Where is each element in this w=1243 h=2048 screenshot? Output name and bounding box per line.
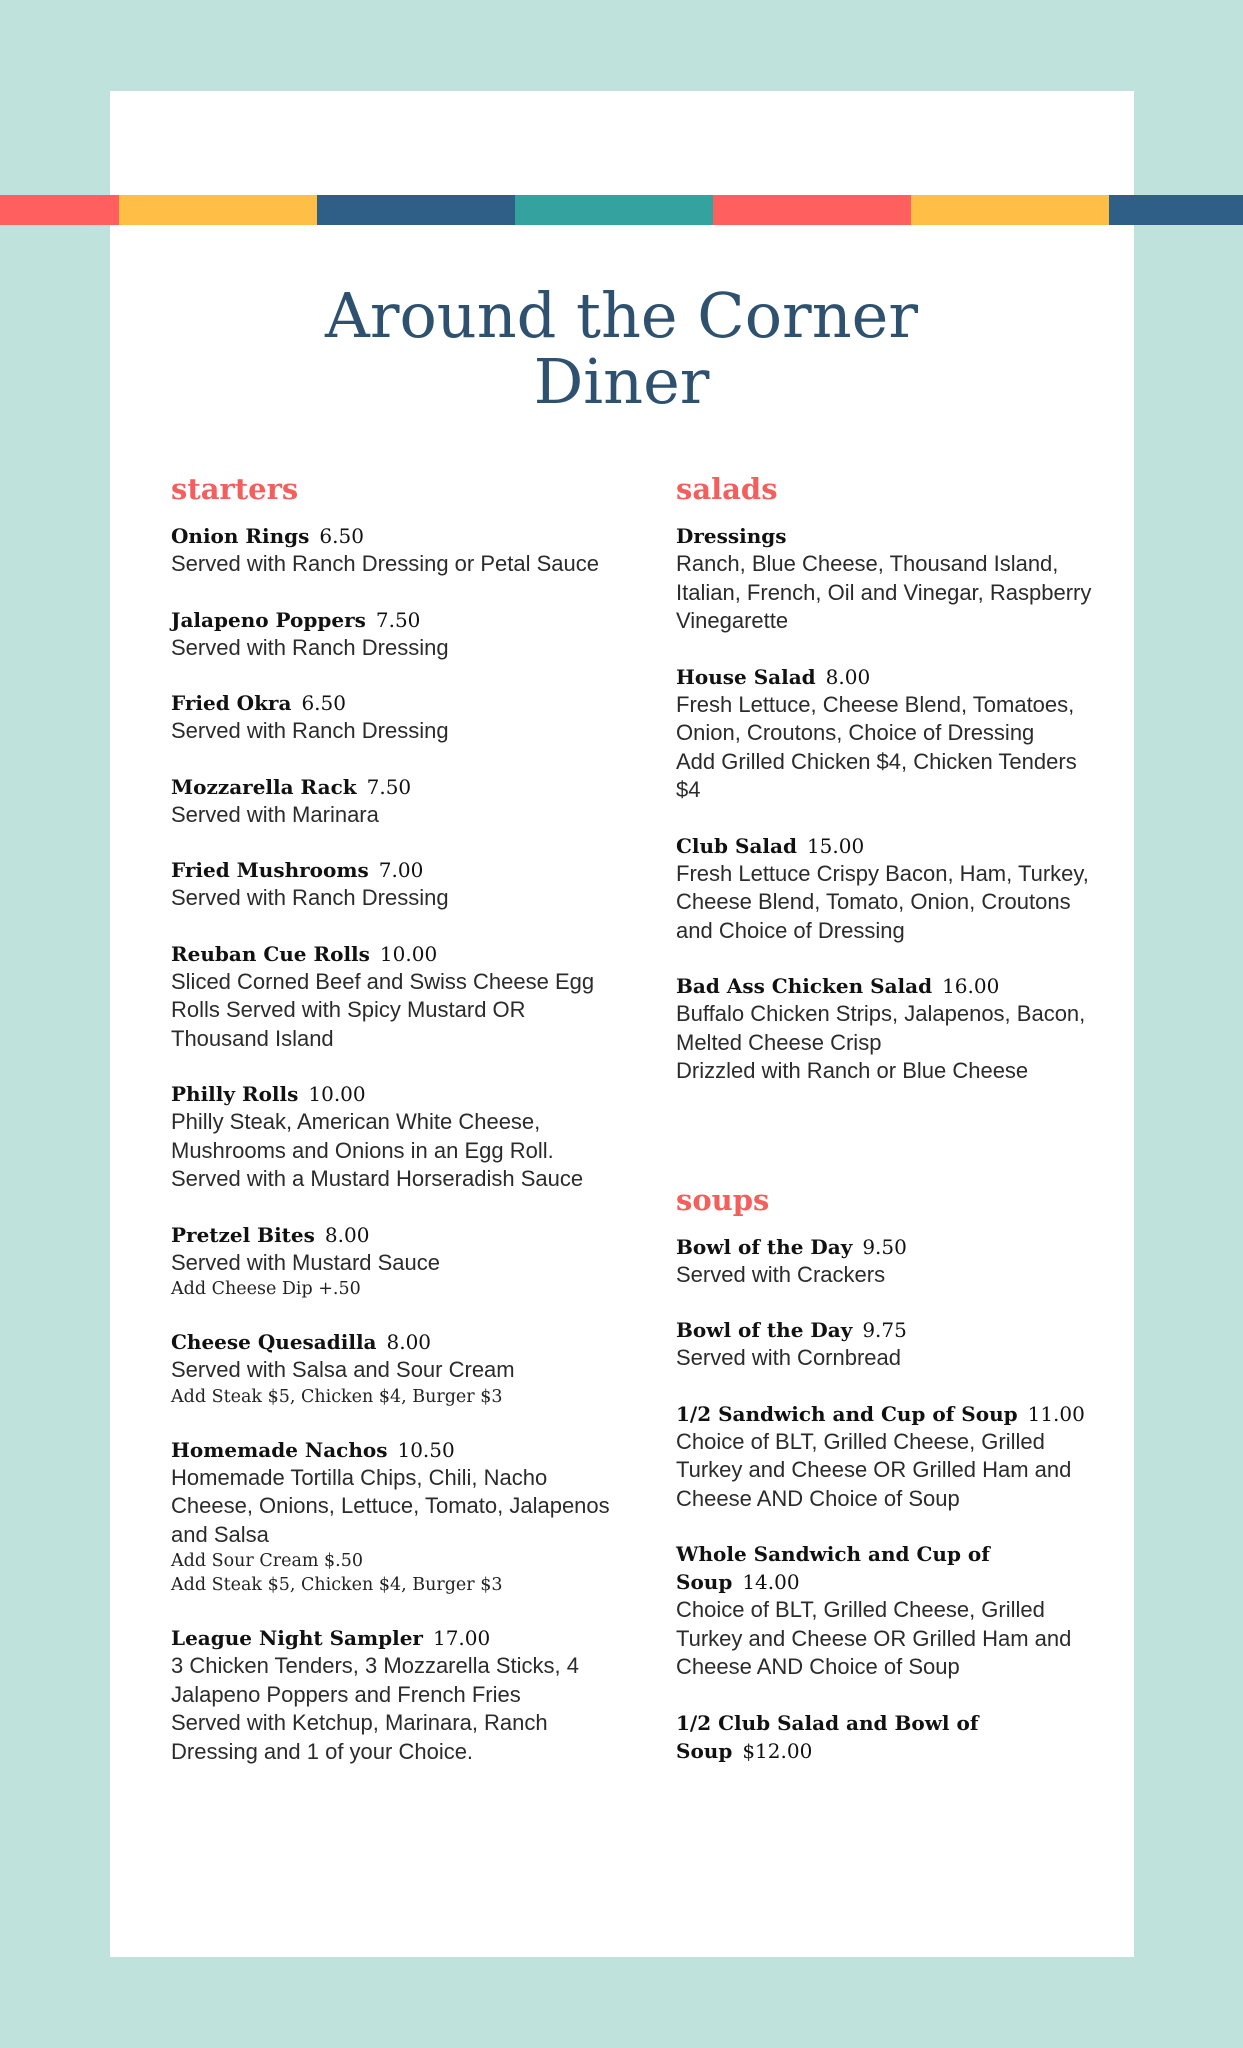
- menu-item-price: 7.00: [378, 858, 424, 882]
- menu-item-description: Choice of BLT, Grilled Cheese, Grilled Turkey and Cheese OR Grilled Ham and Cheese AND Choice of Soup: [676, 1428, 1072, 1511]
- menu-item-name: Bad Ass Chicken Salad: [676, 974, 933, 998]
- menu-item: [676, 1233, 1096, 1290]
- menu-item-description: Served with Ranch Dressing: [171, 718, 449, 743]
- menu-item-description: Served with Crackers: [676, 1261, 886, 1287]
- menu-item: [171, 1328, 611, 1409]
- menu-item-name: Fried Okra: [171, 691, 292, 715]
- menu-item: [676, 972, 1096, 1086]
- menu-item: [171, 1080, 611, 1194]
- menu-item-description: Philly Steak, American White Cheese, Mushrooms and Onions in an Egg Roll. Served with a Mustard Horseradish Sauce: [171, 1109, 584, 1191]
- right-column: [676, 470, 1096, 1792]
- menu-item-name: Homemade Nachos: [171, 1437, 388, 1462]
- menu-item-addon-note: Add Steak $5, Chicken $4, Burger $3: [171, 1386, 503, 1407]
- menu-item-name: House Salad: [676, 664, 816, 689]
- menu-item-header: [171, 1080, 611, 1108]
- menu-item-name: Fried Mushrooms: [171, 858, 369, 882]
- stripe-segment: [1109, 195, 1243, 225]
- menu-item-header: [676, 522, 1096, 550]
- starters-list: [171, 522, 611, 1766]
- menu-item-price: 8.00: [386, 1330, 432, 1354]
- menu-item-description: Served with Ranch Dressing: [171, 634, 449, 660]
- menu-item-description: Buffalo Chicken Strips, Jalapenos, Bacon, Melted Cheese Crisp Drizzled with Ranch or Blue Cheese: [676, 1001, 1086, 1083]
- menu-item: [676, 1540, 1096, 1682]
- menu-item-name: 1/2 Club Salad and Bowl of Soup: [676, 1710, 979, 1763]
- menu-item-header: [171, 773, 611, 801]
- menu-item-price: $12.00: [742, 1738, 813, 1763]
- stripe-segment: [515, 195, 713, 225]
- menu-item-name: Jalapeno Poppers: [171, 607, 366, 632]
- menu-item-header: [676, 663, 1096, 691]
- menu-item-header: [171, 689, 611, 717]
- menu-item-name: Pretzel Bites: [171, 1222, 315, 1247]
- menu-item: [171, 940, 611, 1054]
- menu-item: [676, 1400, 1096, 1514]
- menu-item-header: [171, 606, 611, 634]
- menu-item-header: [676, 972, 1096, 1000]
- menu-item-description: Served with Cornbread: [676, 1345, 902, 1370]
- menu-item-name: Dressings: [676, 524, 787, 548]
- menu-item-header: [171, 522, 611, 550]
- menu-item: [676, 1316, 1096, 1373]
- menu-item-header: [676, 1540, 1096, 1596]
- menu-item-price: 9.50: [862, 1234, 907, 1259]
- stripe-segment: [911, 195, 1109, 225]
- section-heading-soups: soups: [676, 1182, 770, 1217]
- menu-item-header: [676, 1233, 1096, 1261]
- menu-item-description: Served with Ranch Dressing or Petal Sauce: [171, 551, 599, 576]
- menu-item-header: [171, 1624, 611, 1652]
- stripe-segment: [0, 195, 119, 225]
- menu-item-name: Bowl of the Day: [676, 1234, 853, 1259]
- menu-item-name: League Night Sampler: [171, 1626, 423, 1650]
- menu-item-name: Club Salad: [676, 833, 797, 858]
- menu-item: [171, 606, 611, 663]
- menu-item: [676, 832, 1096, 946]
- menu-item-header: [171, 940, 611, 968]
- menu-item-description: Sliced Corned Beef and Swiss Cheese Egg Rolls Served with Spicy Mustard OR Thousand Island: [171, 968, 595, 1051]
- menu-item: [171, 856, 611, 913]
- salads-list: [676, 522, 1096, 1086]
- menu-item-description: Served with Salsa and Sour Cream: [171, 1357, 515, 1382]
- menu-item: [676, 522, 1096, 636]
- menu-item: [676, 663, 1096, 805]
- menu-item: [171, 773, 611, 830]
- menu-item-price: 10.50: [397, 1437, 455, 1462]
- menu-item: [171, 1624, 611, 1766]
- menu-item-name: 1/2 Sandwich and Cup of Soup: [676, 1401, 1018, 1426]
- menu-item-header: [676, 832, 1096, 860]
- menu-item: [171, 1436, 611, 1598]
- color-stripe: [0, 195, 1243, 225]
- menu-item-price: 14.00: [742, 1570, 800, 1594]
- menu-item-header: [171, 856, 611, 884]
- menu-item-description: Served with Marinara: [171, 801, 379, 827]
- stripe-segment: [119, 195, 317, 225]
- menu-item-description: Fresh Lettuce, Cheese Blend, Tomatoes, Onion, Croutons, Choice of Dressing Add Grilled Chicken $4, Chicken Tenders $4: [676, 691, 1077, 802]
- menu-item-description: Fresh Lettuce Crispy Bacon, Ham, Turkey, Cheese Blend, Tomato, Onion, Croutons and Choice of Dressing: [676, 860, 1089, 943]
- menu-item-name: Reuban Cue Rolls: [171, 941, 370, 966]
- section-heading-starters: starters: [171, 472, 299, 506]
- menu-item-header: [171, 1221, 611, 1249]
- menu-item: [171, 689, 611, 746]
- menu-item-price: 8.00: [825, 664, 871, 689]
- menu-item-name: Bowl of the Day: [676, 1318, 853, 1342]
- menu-item: [171, 1221, 611, 1302]
- stripe-segment: [713, 195, 911, 225]
- menu-item-addon-note: Add Cheese Dip +.50: [171, 1279, 361, 1299]
- menu-item-price: 6.50: [319, 524, 364, 548]
- menu-item-description: Choice of BLT, Grilled Cheese, Grilled Turkey and Cheese OR Grilled Ham and Cheese AND Choice of Soup: [676, 1597, 1072, 1679]
- menu-item-name: Philly Rolls: [171, 1082, 299, 1106]
- menu-item-addon-note: Add Sour Cream $.50 Add Steak $5, Chicken $4, Burger $3: [171, 1551, 503, 1595]
- menu-item-price: 6.50: [301, 691, 346, 715]
- menu-item-description: Homemade Tortilla Chips, Chili, Nacho Cheese, Onions, Lettuce, Tomato, Jalapenos and Salsa: [171, 1464, 610, 1547]
- menu-item-price: 7.50: [366, 774, 412, 799]
- menu-item-description: 3 Chicken Tenders, 3 Mozzarella Sticks, 4 Jalapeno Poppers and French Fries Served with Ketchup, Marinara, Ranch Dressing and 1 of your Choice.: [171, 1653, 579, 1764]
- menu-item-price: 16.00: [942, 974, 1000, 998]
- menu-item: [171, 522, 611, 579]
- menu-item-header: [676, 1400, 1096, 1428]
- menu-item-description: Ranch, Blue Cheese, Thousand Island, Italian, French, Oil and Vinegar, Raspberry Vinegarette: [676, 551, 1092, 633]
- menu-item-header: [676, 1316, 1096, 1344]
- menu-item-price: 9.75: [862, 1318, 907, 1342]
- menu-item-description: Served with Mustard Sauce: [171, 1249, 441, 1275]
- menu-item-price: 8.00: [324, 1222, 370, 1247]
- menu-item-name: Mozzarella Rack: [171, 774, 357, 799]
- soups-list: [676, 1233, 1096, 1765]
- menu-item-price: 10.00: [379, 941, 438, 966]
- menu-item-name: Cheese Quesadilla: [171, 1330, 377, 1354]
- menu-item-price: 15.00: [806, 833, 865, 858]
- section-heading-salads: salads: [676, 472, 778, 506]
- menu-item-price: 17.00: [432, 1626, 491, 1650]
- starters-column: [171, 470, 611, 1793]
- menu-item-name: Whole Sandwich and Cup of Soup: [676, 1542, 990, 1594]
- menu-item-price: 7.50: [375, 607, 421, 632]
- page-title: Around the Corner Diner: [325, 279, 918, 418]
- menu-item: [676, 1709, 1096, 1765]
- menu-item-header: [676, 1709, 1096, 1765]
- stripe-segment: [317, 195, 515, 225]
- menu-item-description: Served with Ranch Dressing: [171, 885, 449, 910]
- menu-item-price: 10.00: [308, 1082, 366, 1106]
- menu-item-header: [171, 1328, 611, 1356]
- menu-item-name: Onion Rings: [171, 524, 310, 548]
- menu-item-header: [171, 1436, 611, 1464]
- menu-item-price: 11.00: [1027, 1401, 1085, 1426]
